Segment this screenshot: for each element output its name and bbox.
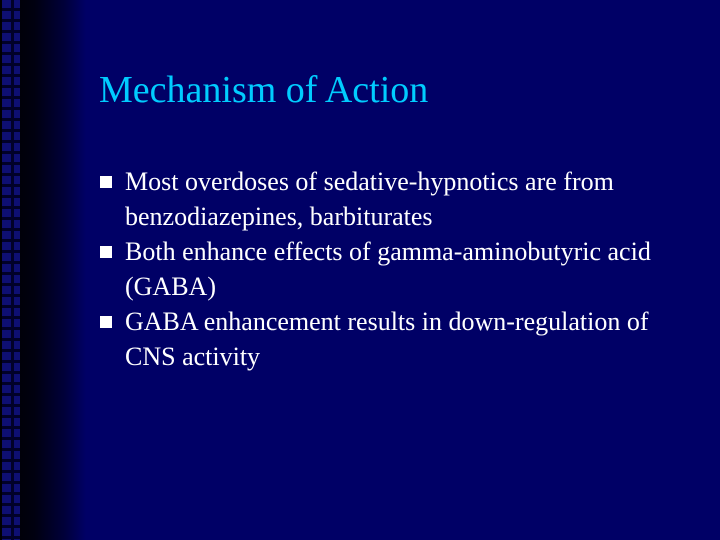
slide-title: Mechanism of Action bbox=[99, 69, 429, 111]
square-pattern bbox=[2, 0, 20, 540]
square-bullet-icon bbox=[100, 176, 112, 188]
bullet-text: Most overdoses of sedative-hypnotics are from benzodiazepines, barbiturates bbox=[125, 167, 614, 231]
square-bullet-icon bbox=[100, 316, 112, 328]
square-bullet-icon bbox=[100, 246, 112, 258]
decorative-sidebar bbox=[0, 0, 86, 540]
bullet-item bbox=[98, 234, 698, 304]
bullet-text: Both enhance effects of gamma-aminobutyric acid (GABA) bbox=[125, 237, 651, 301]
bullet-text: GABA enhancement results in down-regulation of CNS activity bbox=[125, 307, 649, 371]
bullet-item bbox=[98, 164, 698, 234]
bullet-item bbox=[98, 304, 698, 374]
bullet-list bbox=[98, 164, 698, 374]
